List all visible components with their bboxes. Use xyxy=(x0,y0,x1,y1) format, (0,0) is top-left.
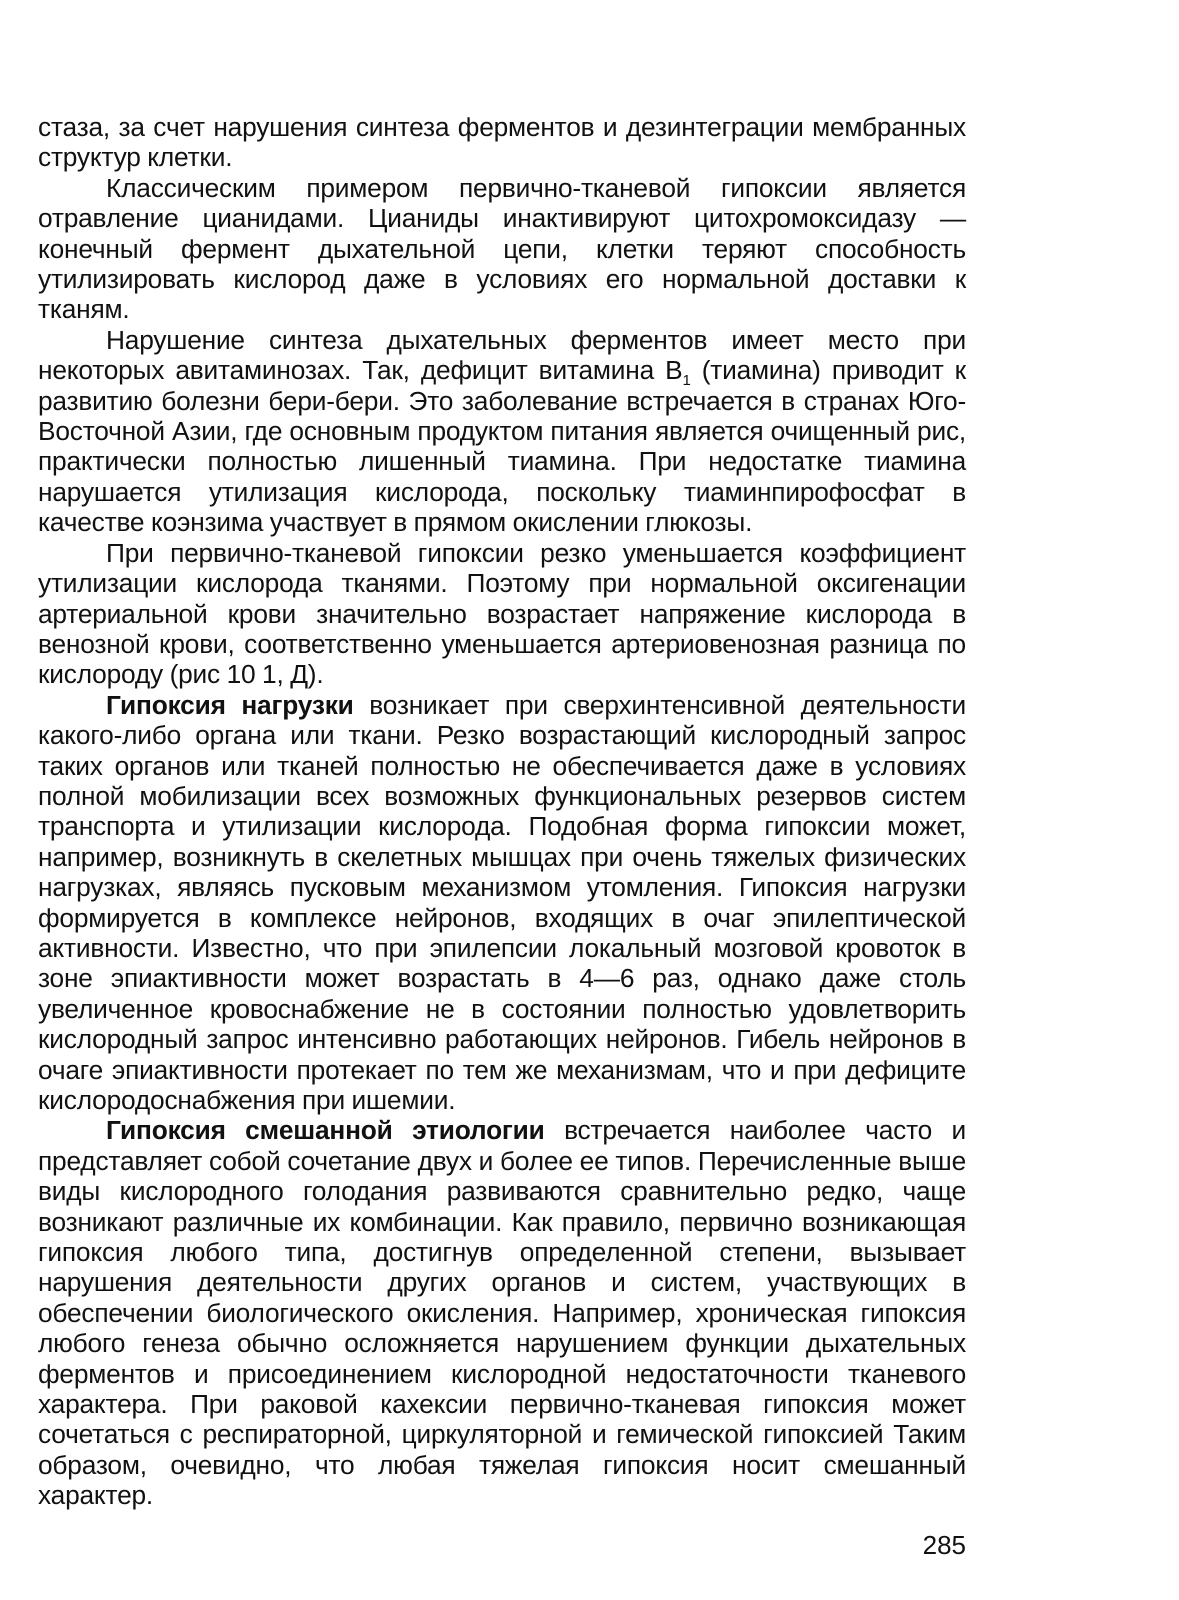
paragraph-continuation: стаза, за счет нарушения синтеза ферментов и дезинтеграции мембранных структур клетки. xyxy=(38,112,966,173)
paragraph-load-hypoxia-text: возникает при сверхинтенсивной деятельности какого-либо органа или ткани. Резко возрастающий кислородный запрос таких органов или тканей полностью не обеспечивается даже в условиях полной мобилизации всех возможных функциональных резервов систем транспорта и утилизации кислорода. Подобная форма гипоксии может, например, возникнуть в скелетных мышцах при очень тяжелых физических нагрузках, являясь пусковым механизмом утомления. Гипоксия нагрузки формируется в комплексе нейронов, входящих в очаг эпилептической активности. Известно, что при эпилепсии локальный мозговой кровоток в зоне эпиактивности может возрастать в 4—6 раз, однако даже столь увеличенное кровоснабжение не в состоянии полностью удовлетворить кислородный запрос интенсивно работающих нейронов. Гибель нейронов в очаге эпиактивности протекает по тем же механизмам, что и при дефиците кислородоснабжения при ишемии. xyxy=(38,689,967,1115)
paragraph-avitaminosis xyxy=(38,325,966,538)
vitamin-subscript: 1 xyxy=(682,372,691,390)
term-load-hypoxia: Гипоксия нагрузки xyxy=(106,689,354,720)
paragraph-mixed-hypoxia xyxy=(38,1115,966,1510)
page-body xyxy=(38,112,966,1511)
paragraph-avitaminosis-text-a: Нарушение синтеза дыхательных ферментов имеет место при некоторых авитаминозах. Так, дефицит витамина B xyxy=(38,324,966,386)
paragraph-mixed-hypoxia-text: встречается наиболее часто и представляет собой сочетание двух и более ее типов. Перечисленные выше виды кислородного голодания развиваются сравнительно редко, чаще возникают различные их комбинации. Как правило, первично возникающая гипоксия любого типа, достигнув определенной степени, вызывает нарушения деятельности других органов и систем, участвующих в обеспечении биологического окисления. Например, хроническая гипоксия любого генеза обычно осложняется нарушением функции дыхательных ферментов и присоединением кислородной недостаточности тканевого характера. При раковой кахексии первично-тканевая гипоксия может сочетаться с респираторной, циркуляторной и гемической гипоксией Таким образом, очевидно, что любая тяжелая гипоксия носит смешанный характер. xyxy=(38,1115,967,1511)
paragraph-cyanide-example: Классическим примером первично-тканевой гипоксии является отравление цианидами. Цианиды инактивируют цитохромоксидазу — конечный фермент дыхательной цепи, клетки теряют способность утилизировать кислород даже в условиях его нормальной доставки к тканям. xyxy=(38,172,966,325)
term-mixed-hypoxia: Гипоксия смешанной этиологии xyxy=(106,1115,545,1146)
page-number: 285 xyxy=(922,1530,966,1560)
paragraph-avitaminosis-text-b: (тиамина) приводит к развитию болезни бери-бери. Это заболевание встречается в странах Юго-Восточной Азии, где основным продуктом питания является очищенный рис, практически полностью лишенный тиамина. При недостатке тиамина нарушается утилизация кислорода, поскольку тиаминпирофосфат в качестве коэнзима участвует в прямом окислении глюкозы. xyxy=(38,355,966,538)
paragraph-load-hypoxia xyxy=(38,690,966,1116)
paragraph-utilization-coefficient: При первично-тканевой гипоксии резко уменьшается коэффициент утилизации кислорода тканями. Поэтому при нормальной оксигенации артериальной крови значительно возрастает напряжение кислорода в венозной крови, соответственно уменьшается артериовенозная разница по кислороду (рис 10 1, Д). xyxy=(38,537,966,690)
